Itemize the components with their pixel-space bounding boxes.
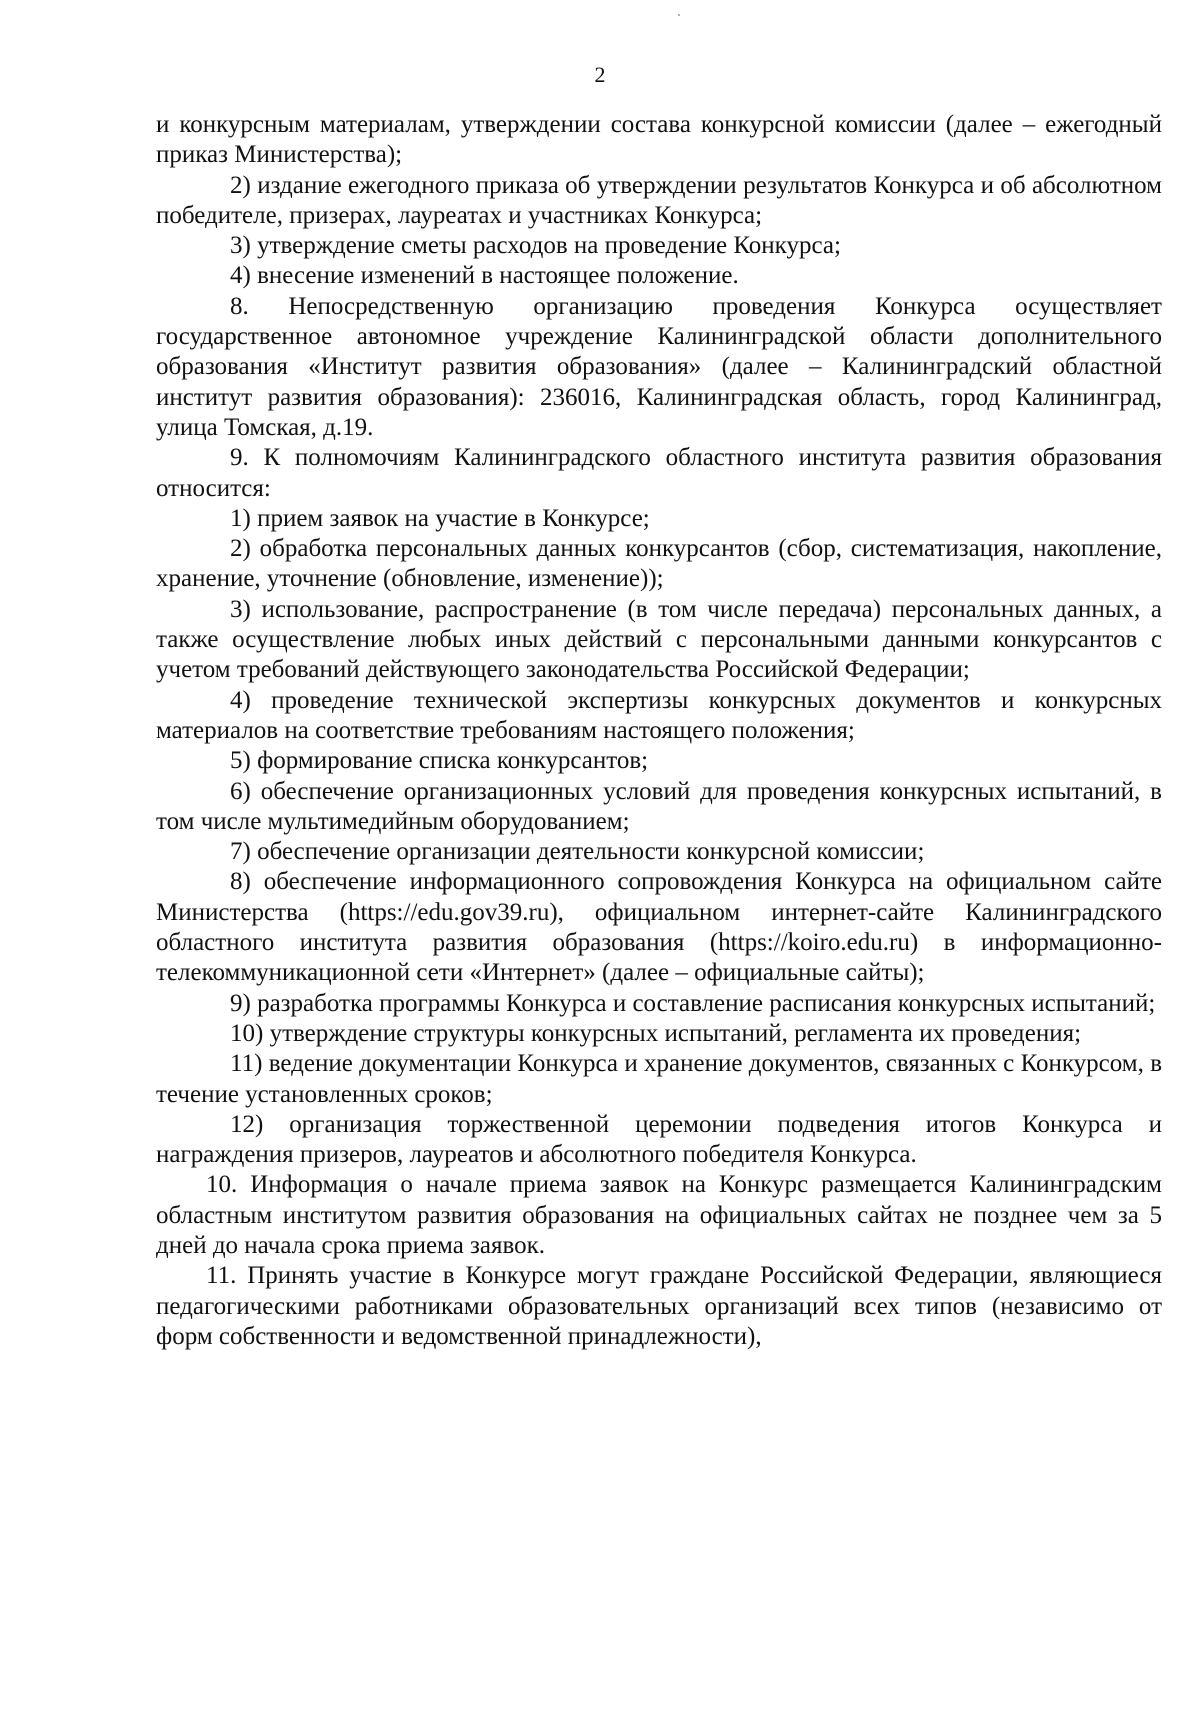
paragraph: 5) формирование списка конкурсантов; [230, 747, 649, 775]
paragraph: 7) обеспечение организации деятельности конкурсной комиссии; [230, 838, 925, 866]
paragraph: 11) ведение документации Конкурса и хранение документов, связанных с Конкурсом, в течение установленных сроков; [156, 1050, 1162, 1108]
paragraph: и конкурсным материалам, утверждении состава конкурсной комиссии (далее – ежегодный приказ Министерства); [156, 111, 1162, 169]
paragraph: 2) издание ежегодного приказа об утверждении результатов Конкурса и об абсолютном победителе, призерах, лауреатах и участниках Конкурса; [156, 171, 1162, 229]
paragraph: 8. Непосредственную организацию проведения Конкурса осуществляет государственное автономное учреждение Калининградской области дополнительного образования «Институт развития образования» (далее – Калининградский областной институт развития образования): 236016, Калининградская область, город Калининград, улица Томская, д.19. [156, 292, 1162, 441]
paragraph: 4) проведение технической экспертизы конкурсных документов и конкурсных материалов на соответствие требованиям настоящего положения; [156, 686, 1162, 744]
paragraph: 10) утверждение структуры конкурсных испытаний, регламента их проведения; [230, 1019, 1082, 1047]
paragraph: 11. Принять участие в Конкурсе могут граждане Российской Федерации, являющиеся педагогическими работниками образовательных организаций всех типов (независимо от форм собственности и ведомственной принадлежности), [156, 1262, 1162, 1350]
paragraph: 1) прием заявок на участие в Конкурсе; [230, 504, 650, 532]
document-body [156, 110, 1162, 1352]
page-number: 2 [594, 62, 606, 87]
paragraph: 3) утверждение сметы расходов на проведение Конкурса; [230, 232, 841, 260]
paragraph: 10. Информация о начале приема заявок на Конкурс размещается Калининградским областным институтом развития образования на официальных сайтах не позднее чем за 5 дней до начала срока приема заявок. [156, 1171, 1162, 1259]
paragraph: 12) организация торжественной церемонии подведения итогов Конкурса и награждения призеров, лауреатов и абсолютного победителя Конкурса. [156, 1110, 1162, 1169]
scan-speck [678, 14, 680, 16]
paragraph: 4) внесение изменений в настоящее положение. [230, 262, 739, 290]
paragraph: 9. К полномочиям Калининградского областного института развития образования относится: [156, 444, 1162, 502]
paragraph: 8) обеспечение информационного сопровождения Конкурса на официальном сайте Министерства (https://edu.gov39.ru), официальном интернет-сайте Калининградского областного института развития образования (https://koiro.edu.ru) в информационно-телекоммуникационной сети «Интернет» (далее – официальные сайты); [156, 868, 1162, 987]
paragraph: 3) использование, распространение (в том числе передача) персональных данных, а также осуществление любых иных действий с персональными данными конкурсантов с учетом требований действующего законодательства Российской Федерации; [156, 595, 1162, 684]
paragraph: 6) обеспечение организационных условий для проведения конкурсных испытаний, в том числе мультимедийным оборудованием; [156, 777, 1162, 835]
paragraph: 9) разработка программы Конкурса и составление расписания конкурсных испытаний; [230, 989, 1156, 1017]
paragraph: 2) обработка персональных данных конкурсантов (сбор, систематизация, накопление, хранение, уточнение (обновление, изменение)); [156, 535, 1162, 593]
